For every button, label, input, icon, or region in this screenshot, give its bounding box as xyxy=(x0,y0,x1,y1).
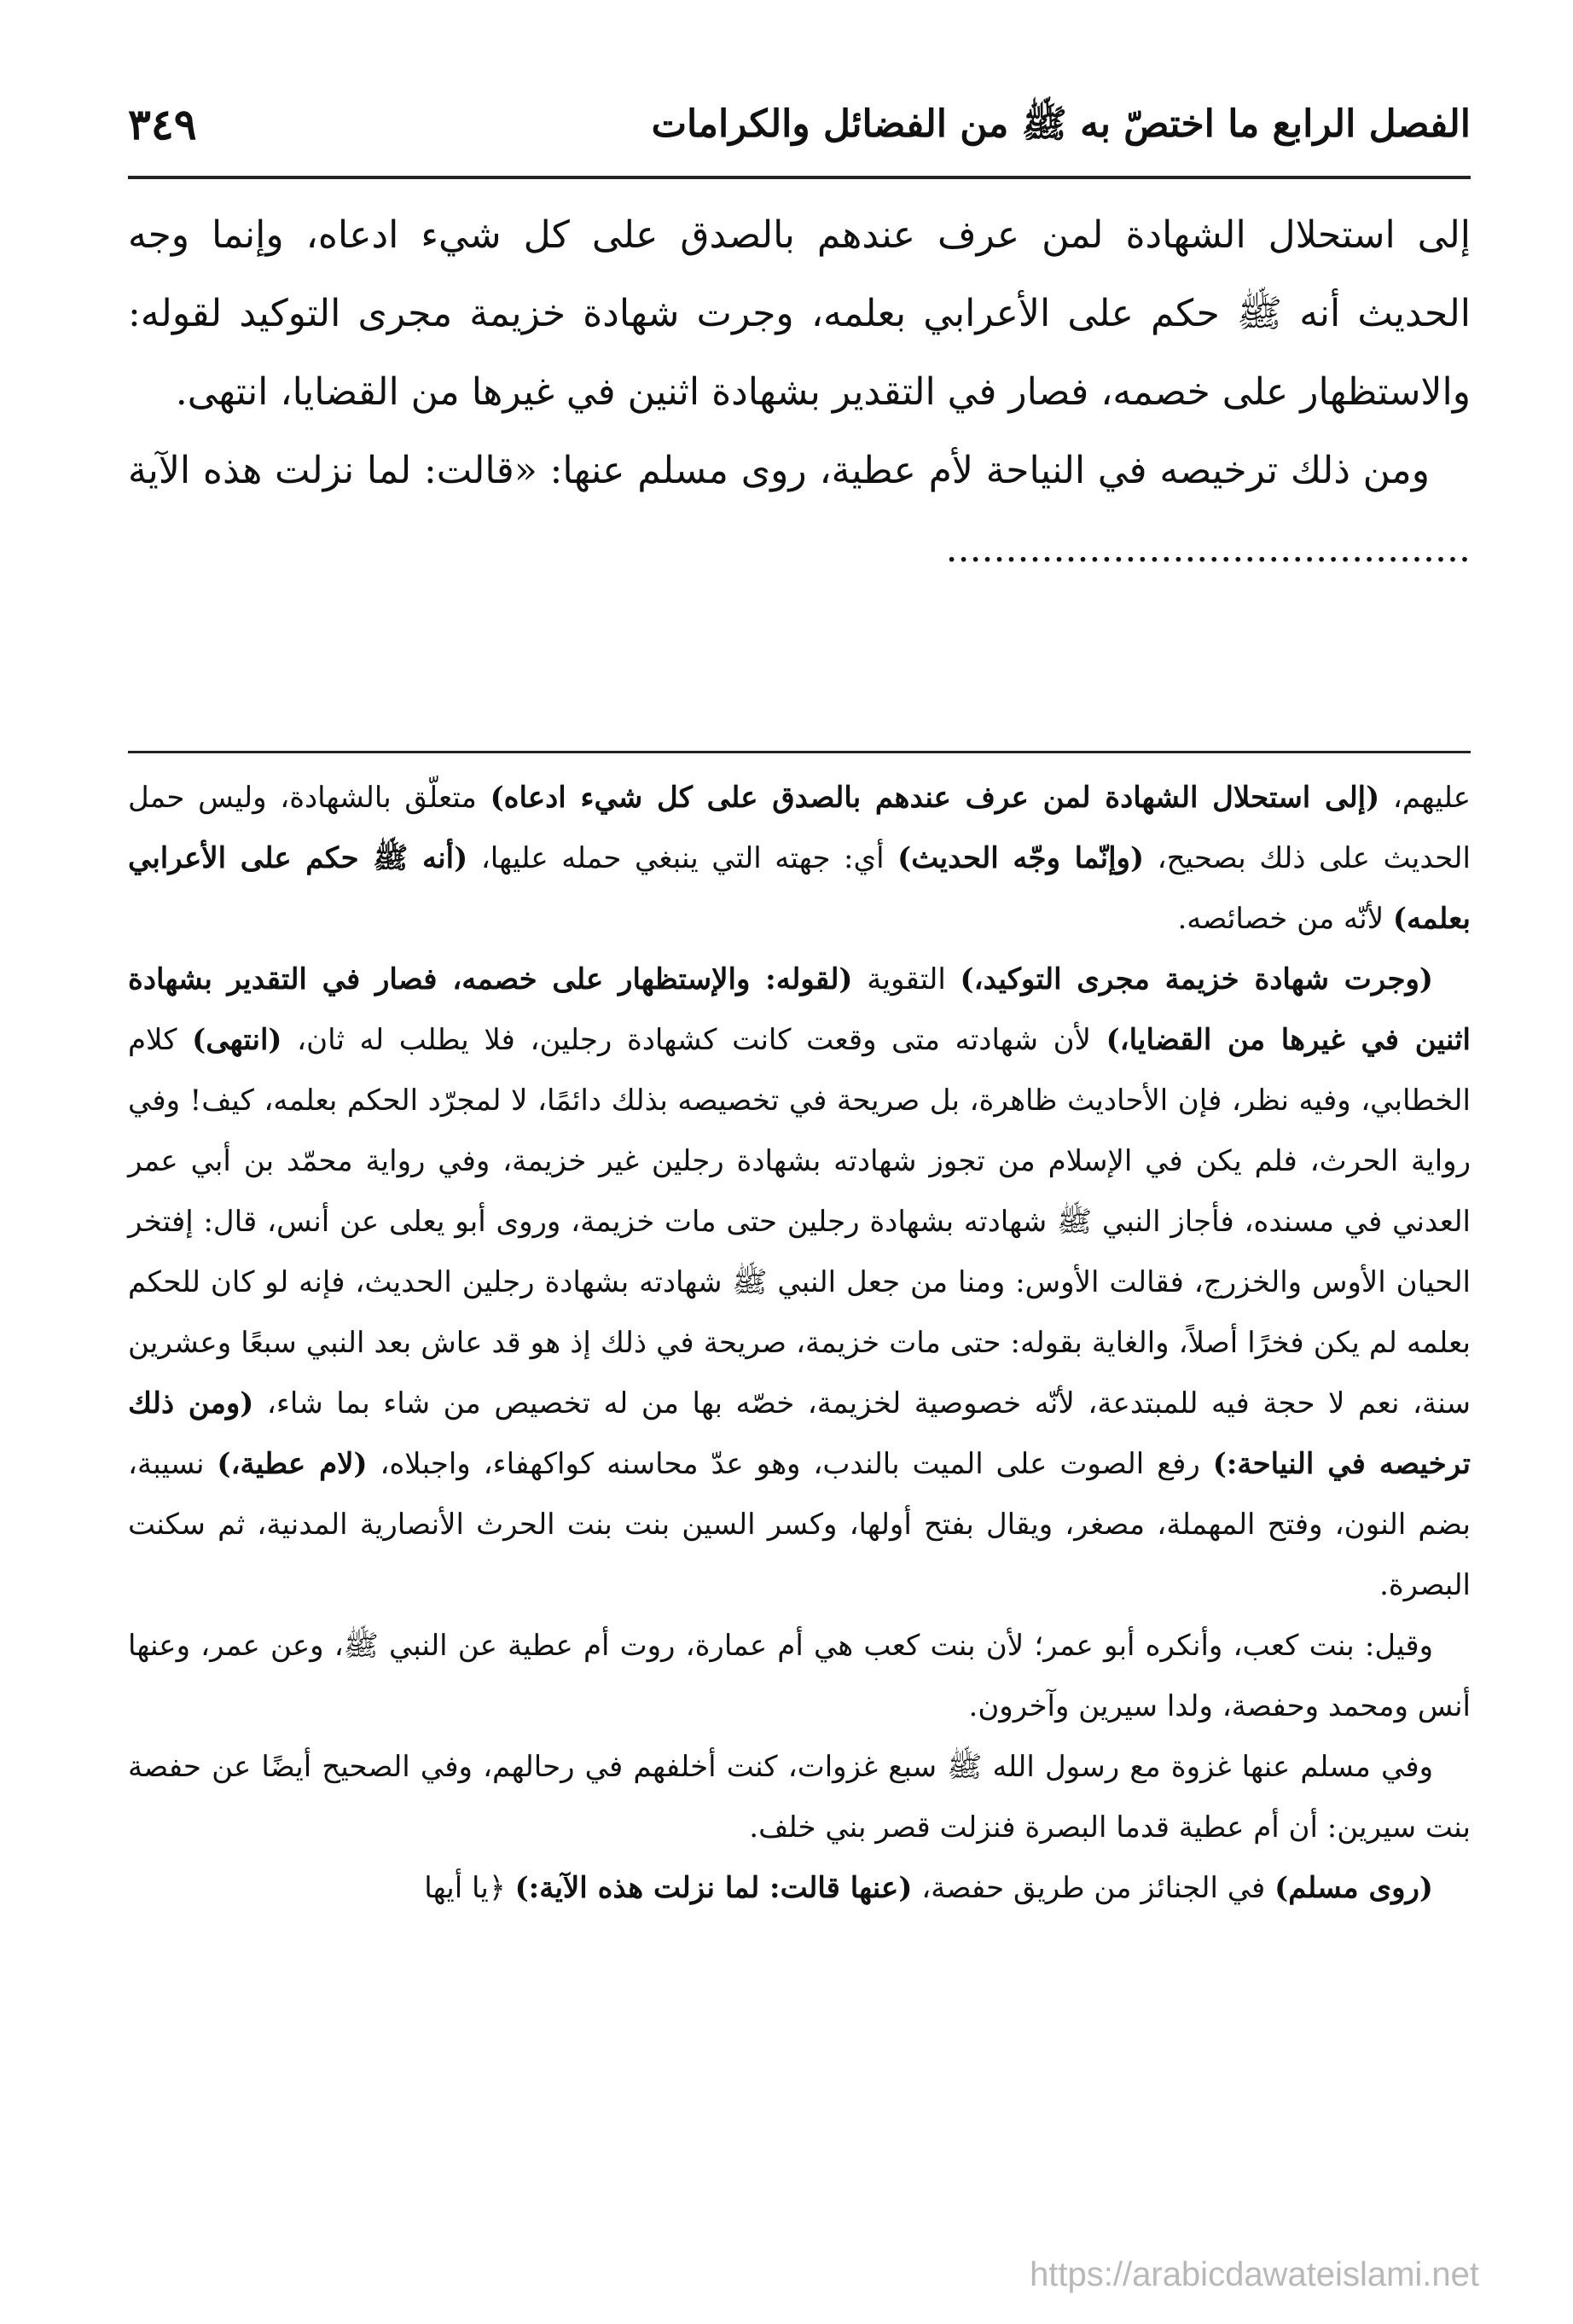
bold-quote-segment: (عنها قالت: لما نزلت هذه الآية:) xyxy=(514,1871,913,1905)
chapter-title: الفصل الرابع ما اختصّ به ﷺ من الفضائل والكرامات xyxy=(651,102,1471,146)
header-divider xyxy=(128,176,1471,179)
bold-quote-segment: (لقوله: والإستظهار على خصمه، فصار في التقدير بشهادة اثنين في غيرها من القضايا،) xyxy=(128,962,1471,1057)
commentary-paragraph-3: وقيل: بنت كعب، وأنكره أبو عمر؛ لأن بنت كعب هي أم عمارة، روت أم عطية عن النبي ﷺ، وعن عمر، وعنها أنس ومحمد وحفصة، ولدا سيرين وآخرون. xyxy=(128,1629,1471,1723)
commentary-paragraph-2 xyxy=(128,950,1471,1616)
text-segment: نسيبة، بضم النون، وفتح المهملة، مصغر، ويقال بفتح أولها، وكسر السين بنت بنت الحرث الأنصارية المدنية، ثم سكنت البصرة. xyxy=(128,1447,1471,1602)
main-paragraph-1: إلى استحلال الشهادة لمن عرف عندهم بالصدق على كل شيء ادعاه، وإنما وجه الحديث أنه ﷺ حكم على الأعرابي بعلمه، وجرت شهادة خزيمة مجرى التوكيد لقوله: والاستظهار على خصمه، فصار في التقدير بشهادة اثنين في غيرها من القضايا، انتهى. xyxy=(128,213,1471,414)
watermark-url: https://arabicdawateislami.net xyxy=(1030,2256,1479,2293)
bold-quote-segment: (وجرت شهادة خزيمة مجرى التوكيد،) xyxy=(960,962,1433,996)
main-paragraph-2: ومن ذلك ترخيصه في النياحة لأم عطية، روى مسلم عنها: «قالت: لما نزلت هذه الآية ............................................ xyxy=(128,449,1471,571)
text-segment: في الجنائز من طريق حفصة، xyxy=(912,1871,1275,1905)
commentary-divider xyxy=(128,751,1471,753)
text-segment: التقوية xyxy=(852,962,961,996)
bold-quote-segment: (إلى استحلال الشهادة لمن عرف عندهم بالصدق على كل شيء ادعاه) xyxy=(490,781,1380,815)
text-segment: لأنّه من خصائصه. xyxy=(1177,902,1393,936)
page-header xyxy=(128,85,1471,162)
commentary-paragraph-4: وفي مسلم عنها غزوة مع رسول الله ﷺ سبع غزوات، كنت أخلفهم في رحالهم، وفي الصحيح أيضًا عن حفصة بنت سيرين: أن أم عطية قدما البصرة فنزلت قصر بني خلف. xyxy=(128,1750,1471,1845)
text-segment: متعلّق بالشهادة، وليس حمل الحديث على ذلك بصحيح، xyxy=(128,781,1471,875)
commentary-text xyxy=(128,768,1471,1919)
bold-quote-segment: (ومن ذلك ترخيصه في النياحة:) xyxy=(128,1386,1471,1481)
commentary-paragraph-1 xyxy=(128,768,1471,950)
main-text xyxy=(128,196,1471,589)
bold-quote-segment: (انتهى) xyxy=(192,1023,282,1057)
bold-quote-segment: (لام عطية،) xyxy=(217,1447,368,1481)
text-segment: رفع الصوت على الميت بالندب، وهو عدّ محاسنه كواكهفاء، واجبلاه، xyxy=(367,1447,1213,1481)
bold-quote-segment: (وإنّما وجّه الحديث) xyxy=(897,841,1145,875)
page-number: ٣٤٩ xyxy=(128,99,197,149)
text-segment: أي: جهته التي ينبغي حمله عليها، xyxy=(467,841,898,875)
text-segment: عليهم، xyxy=(1379,781,1471,815)
bold-quote-segment: (أنه ﷺ حكم على الأعرابي بعلمه) xyxy=(128,841,1471,936)
text-segment: لأن شهادته متى وقعت كانت كشهادة رجلين، فلا يطلب له ثان، xyxy=(282,1023,1106,1057)
commentary-paragraph-5 xyxy=(128,1858,1471,1919)
text-segment: ﴿يا أيها xyxy=(424,1871,515,1905)
text-segment: كلام الخطابي، وفيه نظر، فإن الأحاديث ظاهرة، بل صريحة في تخصيصه بذلك دائمًا، لا لمجرّد الحكم بعلمه، كيف! وفي رواية الحرث، فلم يكن في الإسلام من تجوز شهادته بشهادة رجلين غير خزيمة، وفي رواية محمّد بن أبي عمر العدني في مسنده، فأجاز النبي ﷺ شهادته بشهادة رجلين حتى مات خزيمة، وروى أبو يعلى عن أنس، قال: إفتخر الحيان الأوس والخزرج، فقالت الأوس: ومنا من جعل النبي ﷺ شهادته بشهادة رجلين الحديث، فإنه لو كان للحكم بعلمه لم يكن فخرًا أصلاً، والغاية بقوله: حتى مات خزيمة، صريحة في ذلك إذ هو قد عاش بعد النبي سبعًا وعشرين سنة، نعم لا حجة فيه للمبتدعة، لأنّه خصوصية لخزيمة، خصّه بها من له تخصيص من شاء بما شاء، xyxy=(128,1023,1471,1421)
bold-quote-segment: (روى مسلم) xyxy=(1274,1871,1433,1905)
